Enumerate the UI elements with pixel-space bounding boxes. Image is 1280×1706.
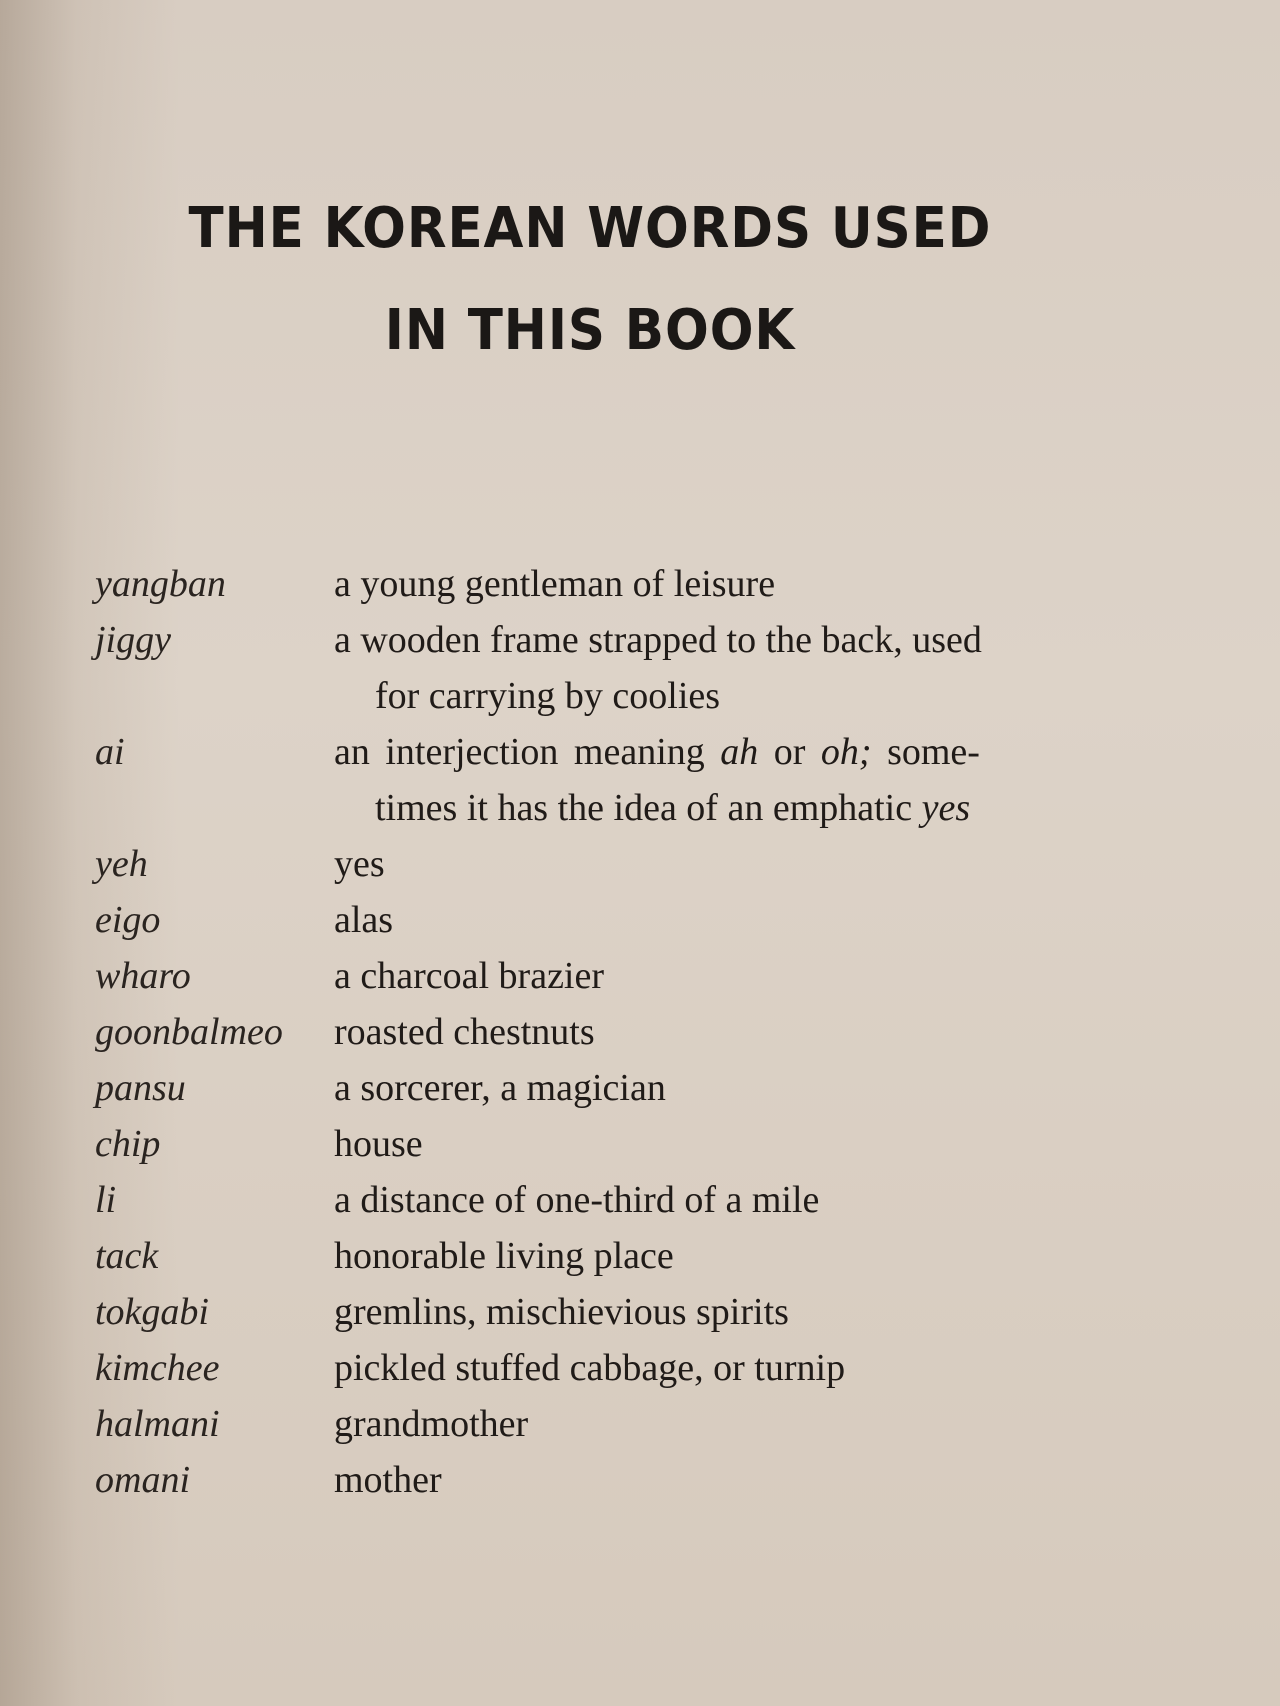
glossary-definition: gremlins, mischievious spirits <box>334 1291 789 1333</box>
glossary-entry <box>0 1452 1280 1508</box>
glossary-list <box>0 556 1280 1508</box>
glossary-term: eigo <box>95 899 161 941</box>
glossary-term: chip <box>95 1123 161 1165</box>
glossary-entry <box>0 1060 1280 1116</box>
glossary-entry <box>0 1116 1280 1172</box>
glossary-entry <box>0 724 1280 780</box>
glossary-term: goonbalmeo <box>95 1011 283 1053</box>
glossary-entry-continuation <box>0 668 1280 724</box>
glossary-definition-continued: for carrying by coolies <box>375 675 721 717</box>
page-title-line-1: THE KOREAN WORDS USED <box>188 196 992 261</box>
definition-text: times it has the idea of an emphatic <box>375 787 922 829</box>
glossary-term: yangban <box>95 563 226 605</box>
glossary-definition: mother <box>334 1459 442 1501</box>
definition-text: or <box>758 731 821 773</box>
glossary-definition-continued <box>375 780 970 836</box>
glossary-entry-continuation <box>0 780 1280 836</box>
glossary-term: yeh <box>95 843 148 885</box>
glossary-definition: pickled stuffed cabbage, or turnip <box>334 1347 846 1389</box>
glossary-term: pansu <box>95 1067 186 1109</box>
glossary-entry <box>0 1340 1280 1396</box>
glossary-term: halmani <box>95 1403 220 1445</box>
glossary-term: jiggy <box>95 619 171 661</box>
page-title-line-2: IN THIS BOOK <box>384 298 796 363</box>
glossary-entry <box>0 948 1280 1004</box>
glossary-definition: yes <box>334 843 385 885</box>
glossary-term: wharo <box>95 955 191 997</box>
glossary-definition: roasted chestnuts <box>334 1011 595 1053</box>
glossary-term: li <box>95 1179 117 1221</box>
glossary-entry <box>0 1396 1280 1452</box>
glossary-definition: a young gentleman of leisure <box>334 563 776 605</box>
glossary-definition: grandmother <box>334 1403 529 1445</box>
definition-italic: yes <box>921 787 971 829</box>
glossary-definition: a sorcerer, a magician <box>334 1067 666 1109</box>
glossary-entry <box>0 1004 1280 1060</box>
glossary-term: ai <box>95 731 125 773</box>
glossary-term: omani <box>95 1459 190 1501</box>
glossary-definition: a distance of one-third of a mile <box>334 1179 820 1221</box>
glossary-entry <box>0 1284 1280 1340</box>
definition-text: some- <box>871 731 980 773</box>
glossary-definition: a charcoal brazier <box>334 955 605 997</box>
glossary-entry <box>0 556 1280 612</box>
glossary-definition: house <box>334 1123 423 1165</box>
glossary-definition: alas <box>334 899 394 941</box>
glossary-term: tack <box>95 1235 159 1277</box>
glossary-entry <box>0 612 1280 668</box>
glossary-definition: honorable living place <box>334 1235 674 1277</box>
definition-italic: oh; <box>820 731 872 773</box>
glossary-entry <box>0 836 1280 892</box>
definition-text: an interjection meaning <box>334 731 721 773</box>
glossary-definition: a wooden frame strapped to the back, used <box>334 619 982 661</box>
definition-italic: ah <box>720 731 759 773</box>
glossary-entry <box>0 1172 1280 1228</box>
glossary-term: kimchee <box>95 1347 220 1389</box>
glossary-definition <box>334 724 980 780</box>
glossary-term: tokgabi <box>95 1291 209 1333</box>
glossary-entry <box>0 1228 1280 1284</box>
glossary-entry <box>0 892 1280 948</box>
